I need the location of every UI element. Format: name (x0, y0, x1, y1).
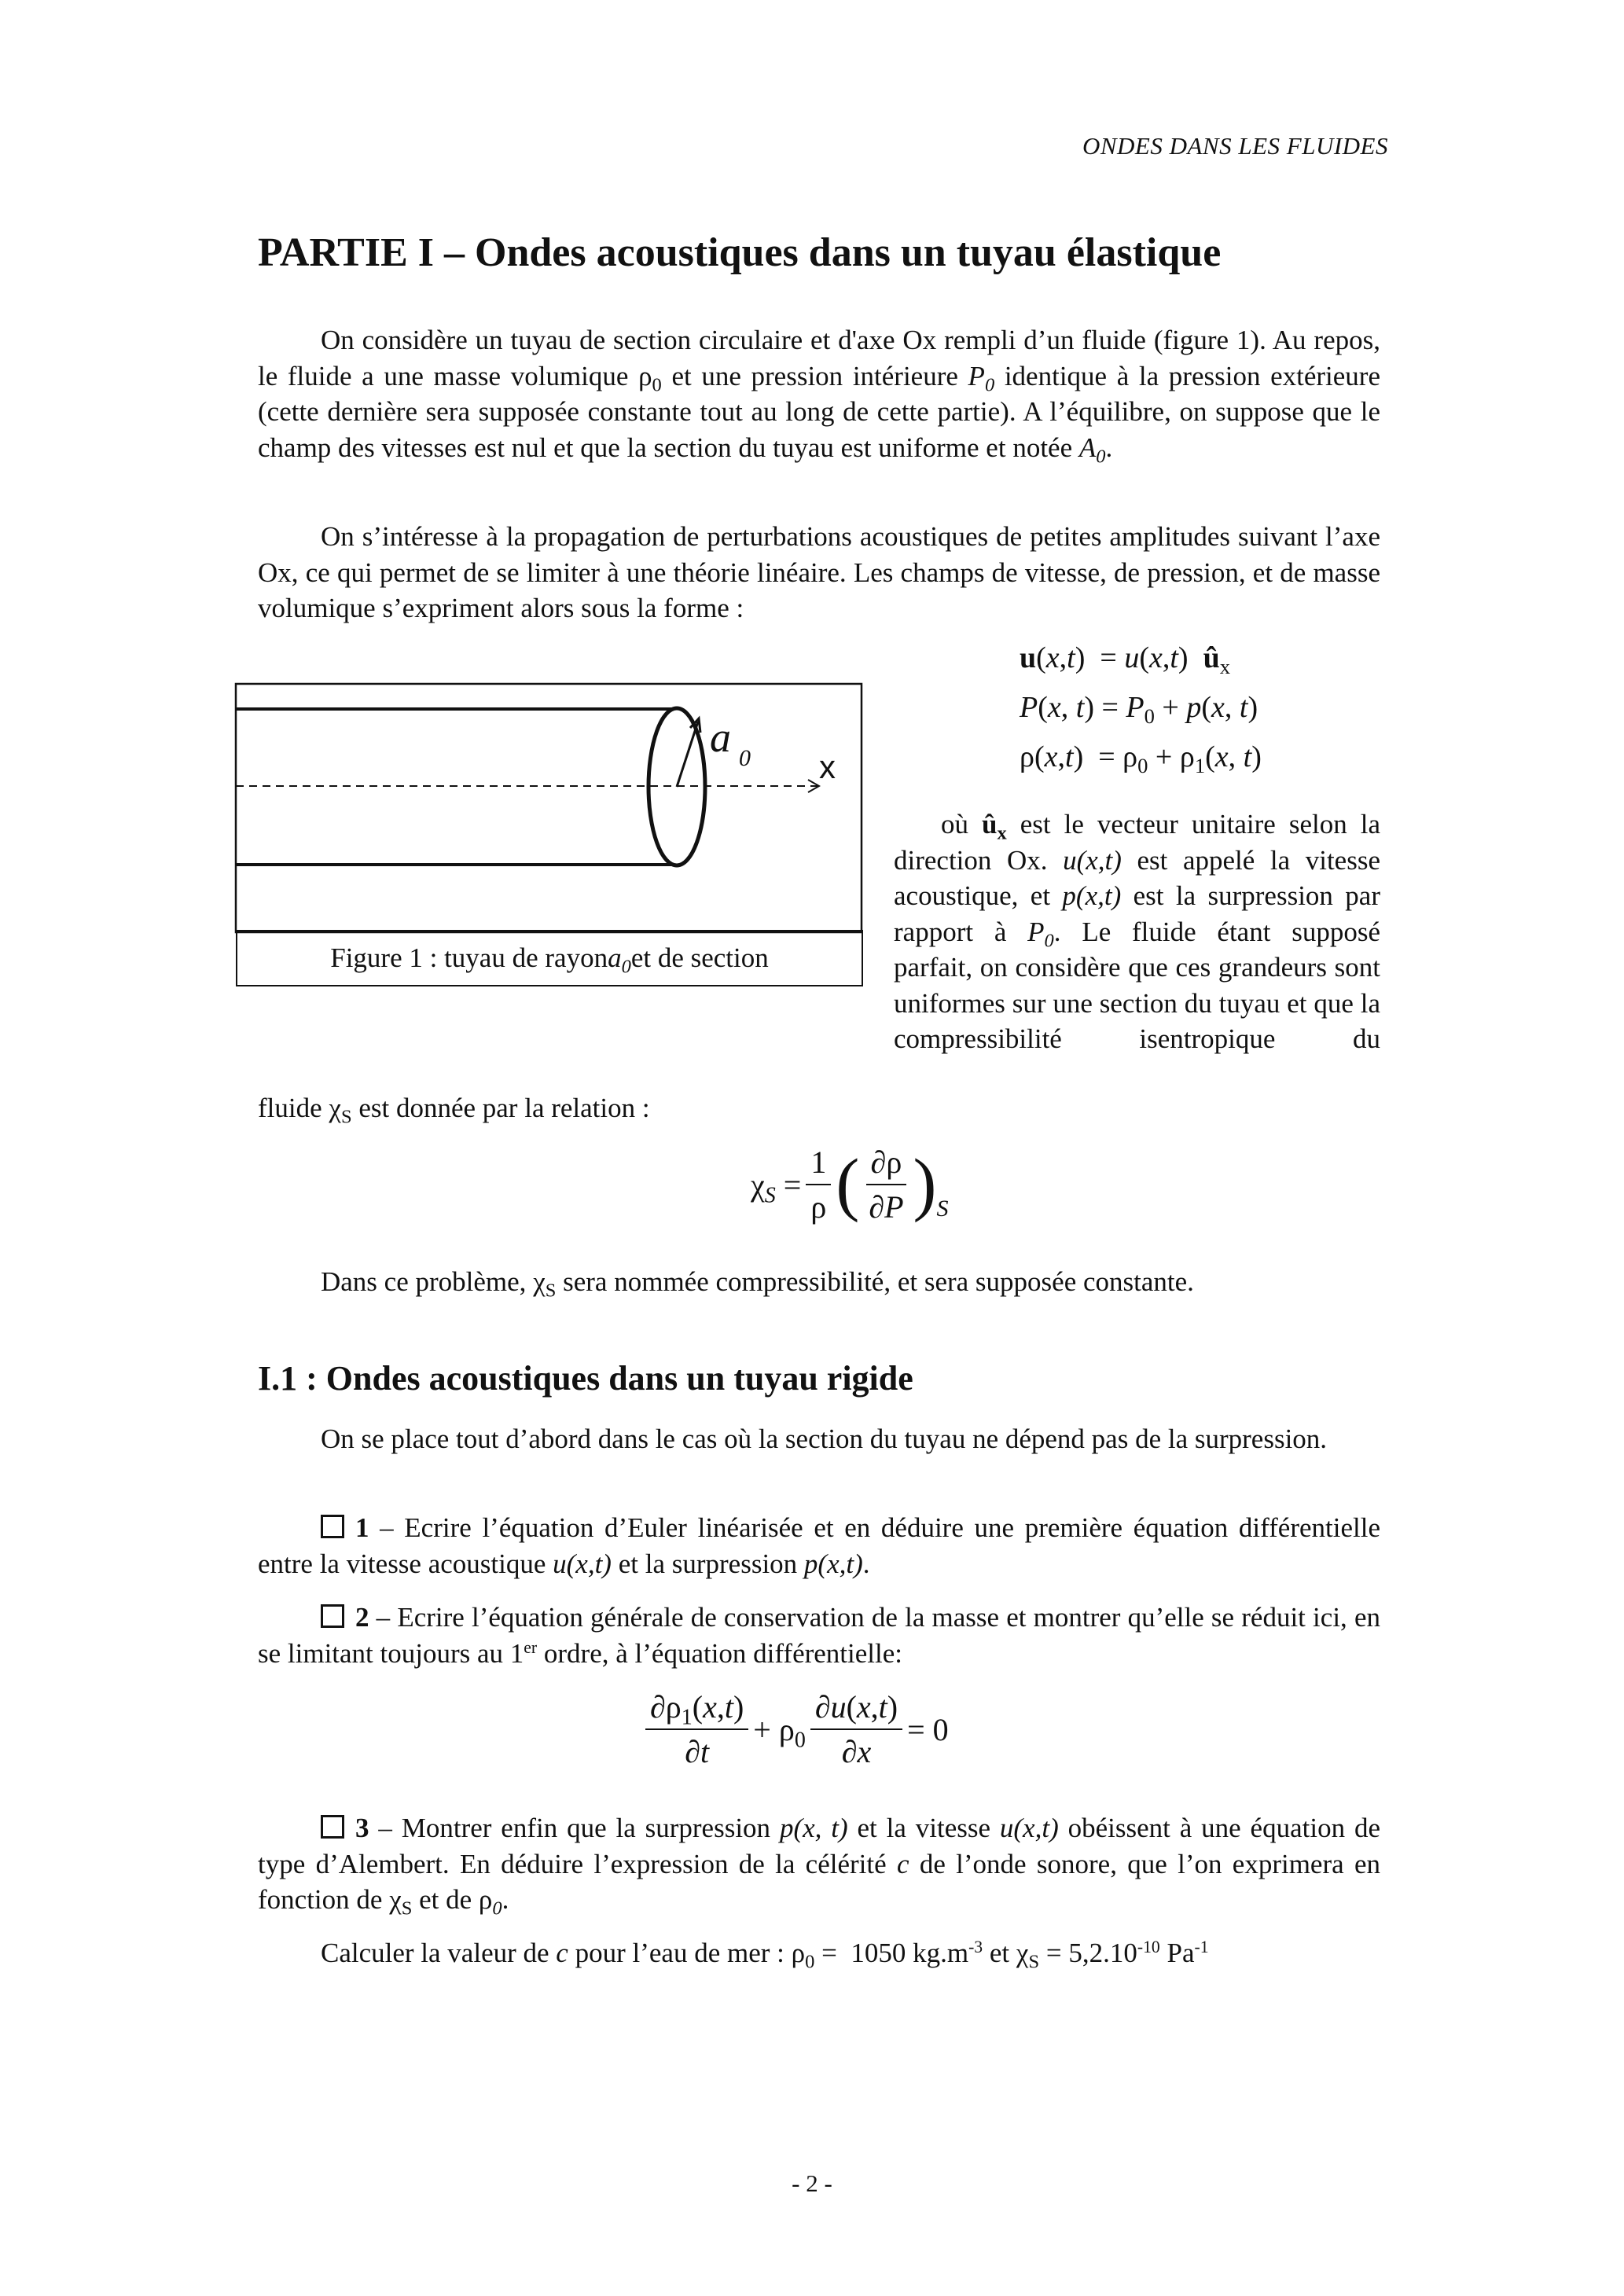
section-heading-i1: I.1 : Ondes acoustiques dans un tuyau rigide (258, 1359, 913, 1398)
equation-pressure: P(x, $t) = P_0 + p(x$, t) (1020, 691, 1258, 728)
label-a: a (710, 714, 731, 761)
mass-conservation-equation: $\frac{\partial\rho_1(x,t)}{\partial t}$ + $\rho_0$ $\frac{\partial u(x,t)}{\partial x}$ = 0 (641, 1688, 949, 1770)
right-column-text: où $û_x$ est le vecteur unitaire selon la direction Ox. u(x,t) est appelé la vitesse acoustique, et p(x,t) est la surpression par rapport à $P_0$. Le fluide étant supposé parfait, on considère que ces grandeurs sont uniformes sur une section du tuyau et que la compressibilité isentropique du (894, 809, 1380, 1054)
running-header: ONDES DANS LES FLUIDES (1082, 132, 1388, 160)
radius-arrow (677, 722, 698, 787)
page-number: - 2 - (792, 2169, 832, 2197)
equation-density: $\rho(x,t) = \rho_0 + \rho_1(x$, t) (1020, 740, 1262, 777)
calculation-prompt: Calculer la valeur de c pour l’eau de mer : $\rho_0 = 1050$ $kg.m^{-3}$ et $\chi_S = 5,2.10^{-10}$ $Pa^{-1}$ (321, 1938, 1209, 1973)
figure-caption: Figure 1 : tuyau de rayon $a_0$ et de section (236, 930, 863, 986)
checkbox-icon (321, 1604, 344, 1628)
question-2: 2 – Ecrire l’équation générale de conservation de la masse et montrer qu’elle se réduit ici, en se limitant toujours au 1er ordre, à l’équation différentielle: (258, 1602, 1380, 1669)
section-intro: On se place tout d’abord dans le cas où la section du tuyau ne dépend pas de la surpression. (321, 1424, 1328, 1454)
question-3: 3 – Montrer enfin que la surpression p(x, t) et la vitesse u(x,t) obéissent à une équation de type d’Alembert. En déduire l’expression de la célérité c de l’onde sonore, que l’on exprimera en fonction de $\chi_S$ et de $\rho_0$. (258, 1813, 1380, 1919)
intro-paragraph-1: On considère un tuyau de section circulaire et d'axe Ox rempli d’un fluide (figure 1). Au repos, le fluide a une masse volumique $\rho_0$ et une pression intérieure $P_0$ identique à la pression extérieure (cette dernière sera supposée constante tout au long de cette partie). A l’équilibre, on suppose que le champ des vitesses est nul et que la section du tuyau est uniforme et notée $A_0$. (258, 325, 1380, 467)
label-x: x (819, 748, 836, 785)
fluid-line: fluide $\chi_S$ est donnée par la relation : (258, 1093, 650, 1128)
figure-frame (236, 684, 862, 932)
equation-velocity: u(x,t) = u(x,t) $û_x$ (1020, 641, 1231, 678)
question-1: 1 – Ecrire l’équation d’Euler linéarisée et en déduire une première équation différentielle entre la vitesse acoustique u(x,t) et la surpression p(x,t). (258, 1512, 1380, 1579)
intro-paragraph-2: On s’intéresse à la propagation de perturbations acoustiques de petites amplitudes suivant l’axe Ox, ce qui permet de se limiter à une théorie linéaire. Les champs de vitesse, de pression, et de masse volumique s’expriment alors sous la forme : (258, 521, 1380, 623)
checkbox-icon (321, 1515, 344, 1538)
problem-statement: Dans ce problème, $\chi_S$ sera nommée compressibilité, et sera supposée constante. (321, 1266, 1194, 1302)
label-a-sub: 0 (739, 745, 751, 771)
checkbox-icon (321, 1815, 344, 1839)
figure-tube-diagram (234, 682, 863, 934)
compressibility-definition: $\chi_S$ = $\frac{1}{\rho}$ ( $\frac{\partial\rho}{\partial P}$ ) S (751, 1144, 949, 1225)
page-title: PARTIE I – Ondes acoustiques dans un tuyau élastique (258, 230, 1222, 275)
